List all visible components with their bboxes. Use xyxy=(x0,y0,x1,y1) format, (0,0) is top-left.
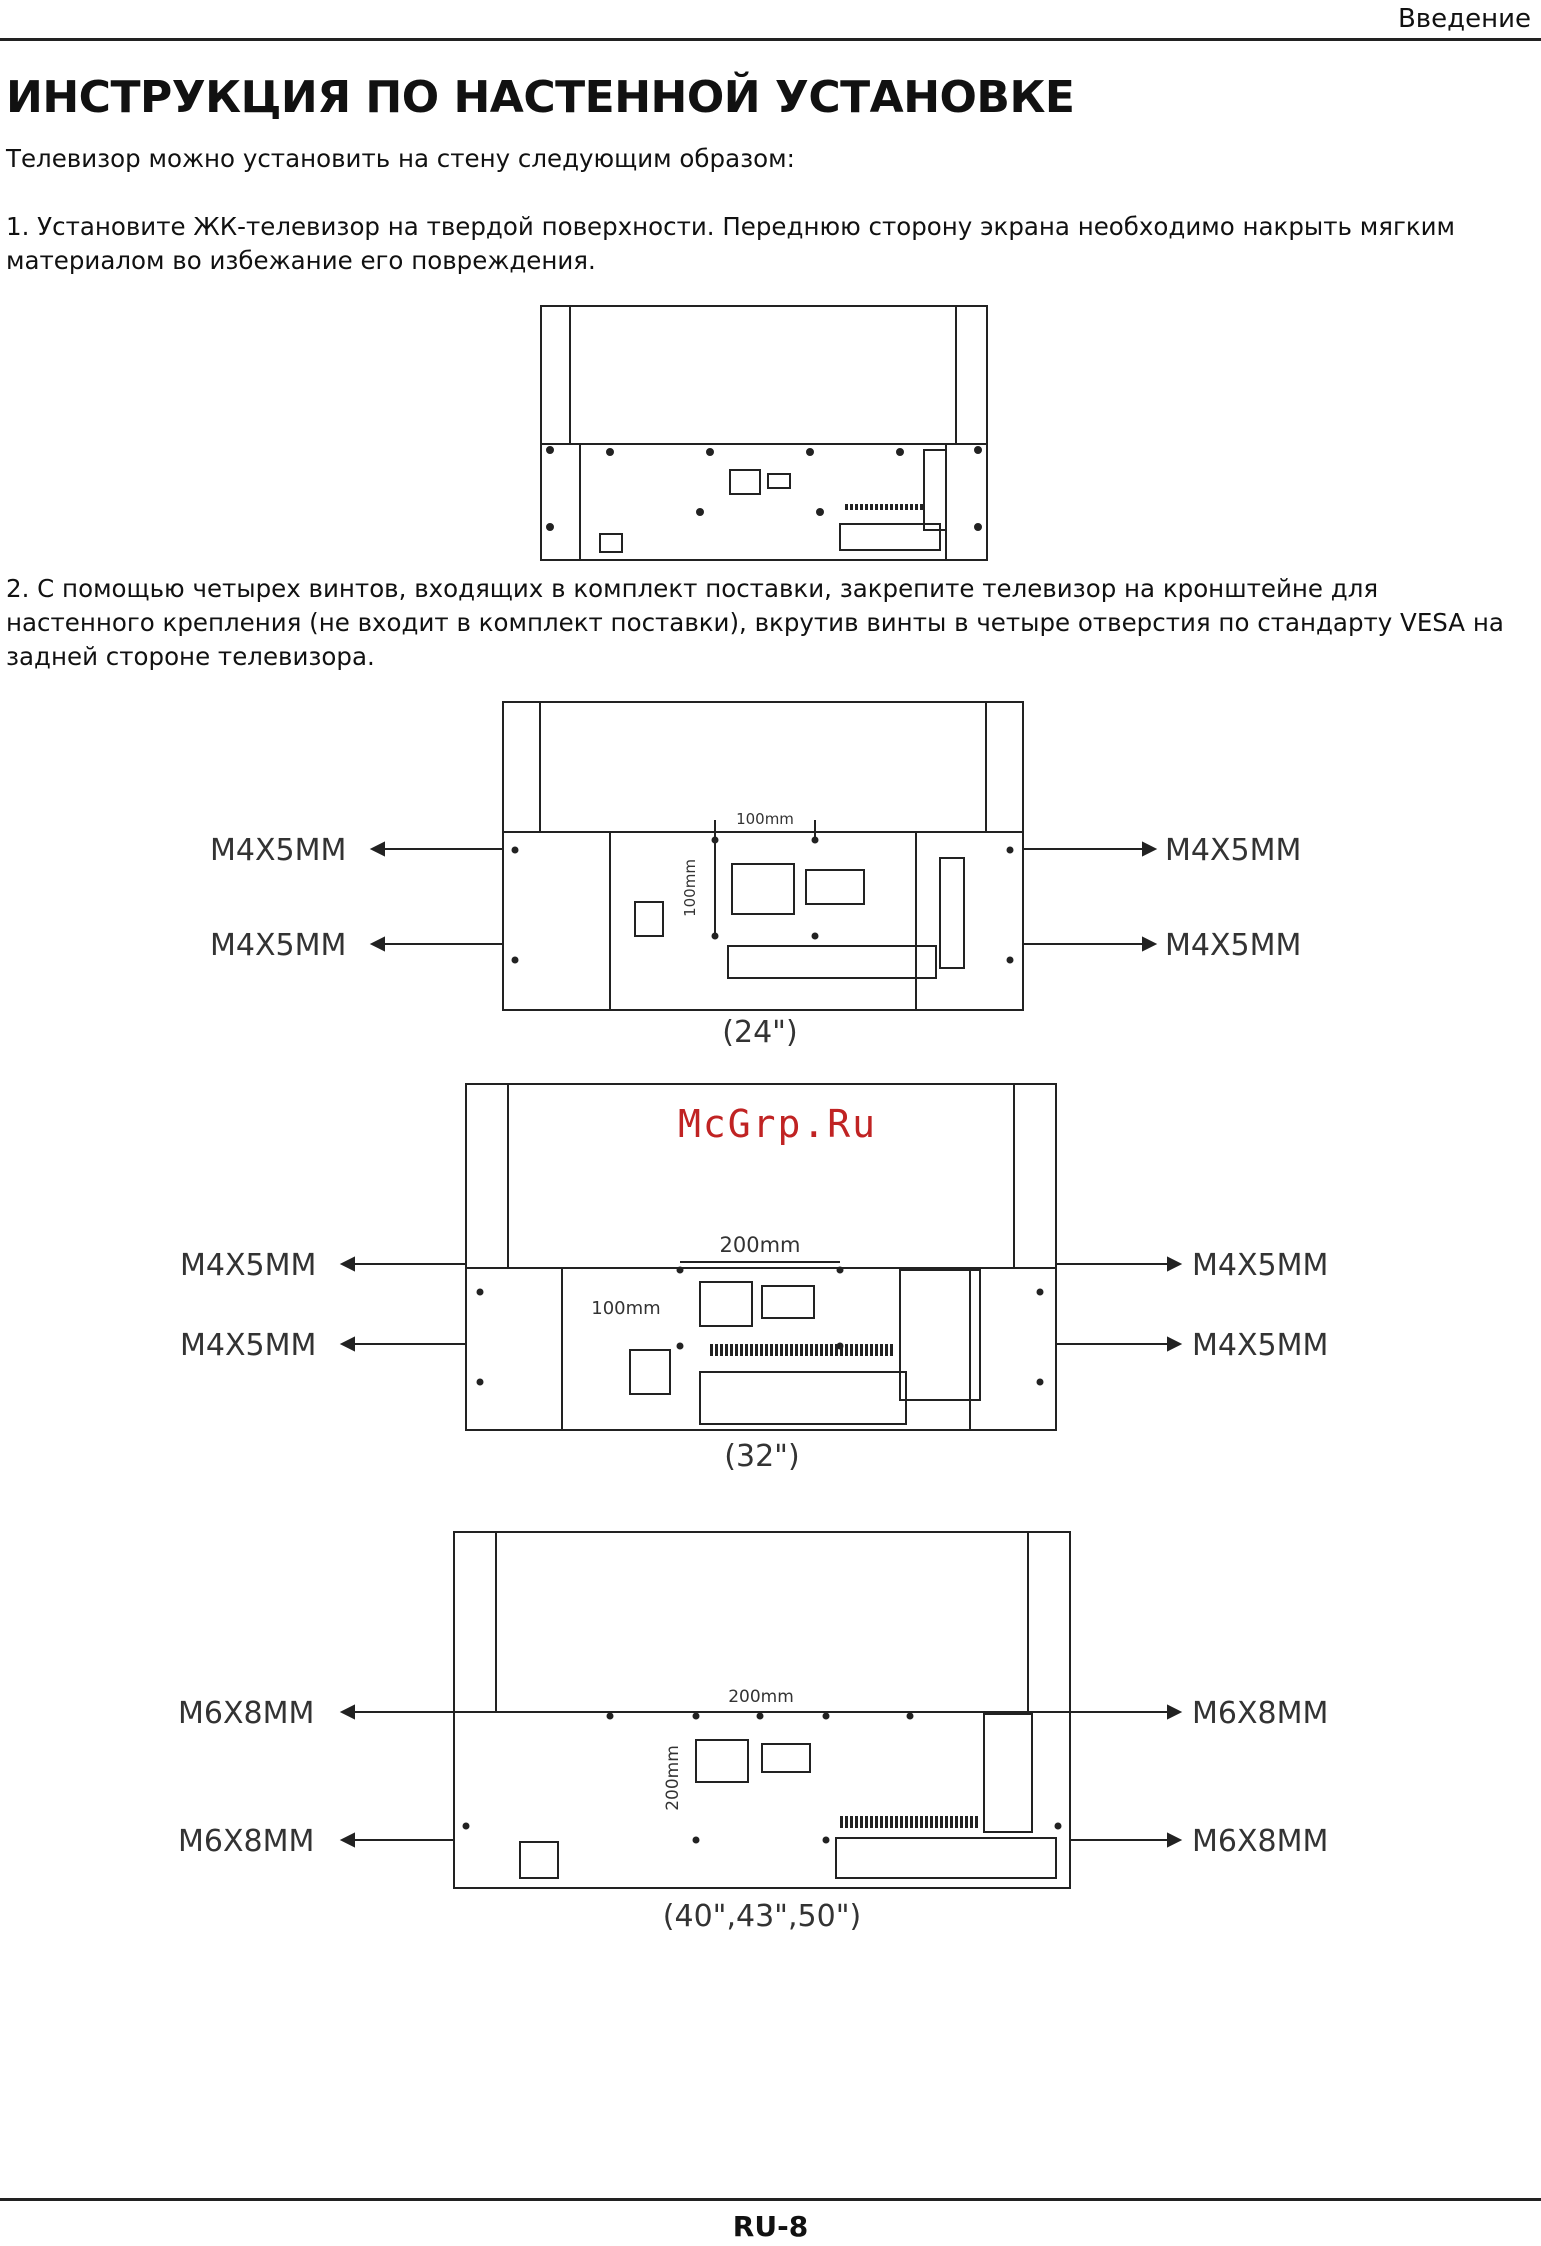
screw-label-bottom-left: M6X8MM xyxy=(178,1824,315,1859)
screw-label-top-right: M4X5MM xyxy=(1192,1248,1329,1283)
arrow-bottom-left xyxy=(372,938,503,950)
section-label: Введение xyxy=(1397,4,1531,34)
dimension-horizontal: 200mm xyxy=(719,1233,801,1257)
watermark: McGrp.Ru xyxy=(678,1102,878,1146)
arrow-top-right xyxy=(1023,843,1155,855)
dimension-horizontal: 200mm xyxy=(728,1687,794,1707)
step-2-text: 2. С помощью четырех винтов, входящих в комплект поставки, закрепите телевизор на кронштейне для настенного крепления (не входит в комплект поставки), вкрутив винты в четыре отверстия по стандарту VESA на задней стороне телевизора. xyxy=(6,574,1504,671)
arrow-bottom-left xyxy=(342,1834,454,1846)
size-label: (40",43",50") xyxy=(662,1899,862,1934)
intro-text: Телевизор можно установить на стену следующим образом: xyxy=(6,144,795,173)
arrow-top-left xyxy=(372,843,503,855)
screw-label-top-left: M4X5MM xyxy=(210,833,347,868)
arrow-bottom-left xyxy=(342,1338,466,1350)
diagram-24-inch xyxy=(180,700,1360,1060)
dimension-vertical: 200mm xyxy=(663,1745,683,1811)
dimension-vertical: 100mm xyxy=(591,1298,661,1319)
dimension-vertical: 100mm xyxy=(681,859,699,917)
step-1-text: 1. Установите ЖК-телевизор на твердой поверхности. Переднюю сторону экрана необходимо накрыть мягким материалом во избежание его повреждения. xyxy=(6,212,1456,275)
screw-label-bottom-left: M4X5MM xyxy=(210,928,347,963)
footer-rule xyxy=(0,2198,1541,2201)
screw-label-top-left: M6X8MM xyxy=(178,1696,315,1731)
tv-back-view xyxy=(540,302,990,562)
screw-label-top-left: M4X5MM xyxy=(180,1248,317,1283)
arrow-bottom-right xyxy=(1056,1338,1180,1350)
dimension-horizontal: 100mm xyxy=(736,810,794,828)
screw-label-bottom-right: M4X5MM xyxy=(1192,1328,1329,1363)
arrow-top-right xyxy=(1070,1706,1180,1718)
page-number: RU-8 xyxy=(732,2210,809,2243)
screw-label-bottom-right: M6X8MM xyxy=(1192,1824,1329,1859)
screw-label-top-right: M4X5MM xyxy=(1165,833,1302,868)
screw-label-top-right: M6X8MM xyxy=(1192,1696,1329,1731)
screw-label-bottom-left: M4X5MM xyxy=(180,1328,317,1363)
page-title: ИНСТРУКЦИЯ ПО НАСТЕННОЙ УСТАНОВКЕ xyxy=(6,72,1075,123)
arrow-top-right xyxy=(1056,1258,1180,1270)
screw-label-bottom-right: M4X5MM xyxy=(1165,928,1302,963)
header-rule xyxy=(0,38,1541,41)
size-label: (24") xyxy=(722,1015,798,1050)
size-label: (32") xyxy=(724,1439,800,1474)
diagram-40-43-50-inch xyxy=(150,1530,1370,1940)
arrow-bottom-right xyxy=(1070,1834,1180,1846)
arrow-top-left xyxy=(342,1258,466,1270)
arrow-top-left xyxy=(342,1706,454,1718)
arrow-bottom-right xyxy=(1023,938,1155,950)
